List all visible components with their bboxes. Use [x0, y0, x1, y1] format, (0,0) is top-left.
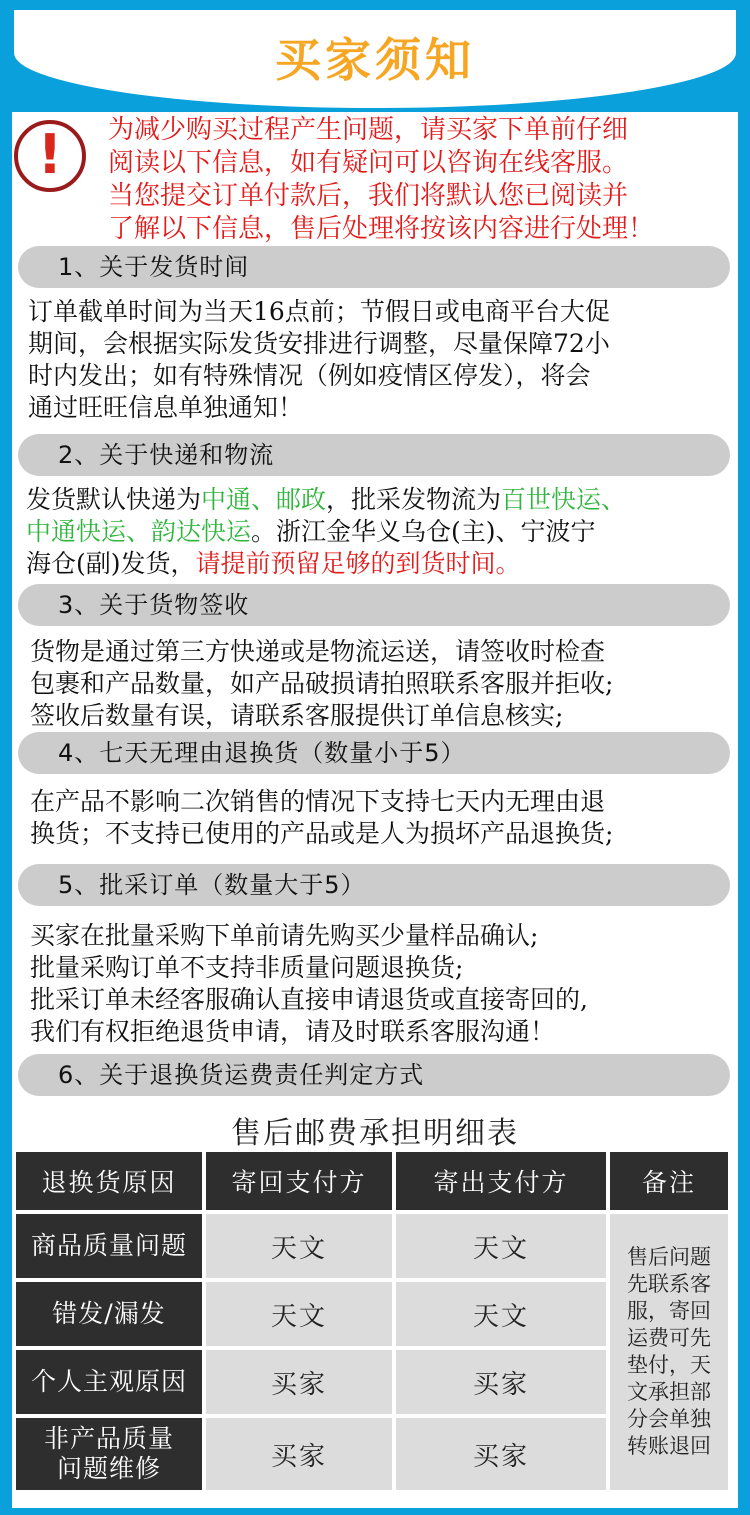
section-title: 2、关于快递和物流	[58, 441, 275, 469]
section-title: 3、关于货物签收	[58, 591, 250, 619]
notice-line: 阅读以下信息，如有疑问可以咨询在线客服。	[108, 148, 629, 178]
table-header-note: 备注	[610, 1152, 728, 1210]
section-title: 1、关于发货时间	[58, 253, 250, 281]
notice-text	[108, 114, 738, 246]
table-title: 售后邮费承担明细表	[231, 1116, 519, 1151]
body-line: 我们有权拒绝退货申请，请及时联系客服沟通！	[30, 1017, 556, 1046]
table-header-send-payer: 寄出支付方	[396, 1152, 606, 1210]
body-line: 在产品不影响二次销售的情况下支持七天内无理由退	[30, 787, 606, 816]
note-line: 运费可先	[627, 1326, 711, 1350]
body-line: 包裹和产品数量，如产品破损请拍照联系客服并拒收;	[30, 669, 614, 698]
body-line: 期间，会根据实际发货安排进行调整，尽量保障72小	[28, 329, 610, 358]
table-row-reason: 错发/漏发	[16, 1282, 202, 1346]
page-title: 买家须知	[275, 33, 475, 87]
section-header	[18, 584, 730, 626]
table-cell-return-payer: 天文	[206, 1214, 392, 1278]
section-header	[18, 1054, 730, 1096]
note-line: 先联系客	[627, 1272, 711, 1296]
body-line: 签收后数量有误，请联系客服提供订单信息核实;	[30, 701, 564, 730]
section-header	[18, 246, 730, 288]
body-line	[26, 484, 726, 516]
body-line: 换货；不支持已使用的产品或是人为损坏产品退换货;	[30, 819, 614, 848]
table-cell-send-payer: 天文	[396, 1282, 606, 1346]
logistics-highlight: 中通快运、韵达快运	[26, 517, 252, 546]
body-text: ，批采发物流为	[326, 485, 502, 514]
table-header-return-payer: 寄回支付方	[206, 1152, 392, 1210]
body-line: 通过旺旺信息单独通知！	[28, 393, 304, 422]
section-body	[30, 920, 730, 1048]
header-banner	[0, 0, 750, 118]
note-line: 转账退回	[627, 1434, 711, 1458]
courier-highlight: 中通、邮政	[201, 485, 327, 514]
section-body	[30, 636, 730, 732]
section-title: 6、关于退换货运费责任判定方式	[58, 1061, 425, 1089]
warning-icon	[14, 120, 86, 192]
exclamation-glyph: !	[37, 123, 63, 186]
reason-line: 问题维修	[56, 1454, 161, 1483]
table-cell-return-payer: 买家	[206, 1418, 392, 1490]
section-header	[18, 864, 730, 906]
body-line	[26, 516, 726, 548]
reason-line: 非产品质量	[43, 1424, 174, 1453]
section-header	[18, 732, 730, 774]
note-line: 服，寄回	[627, 1299, 711, 1323]
section-body	[28, 296, 728, 424]
note-line: 售后问题	[627, 1245, 711, 1269]
body-text: 发货默认快递为	[26, 485, 202, 514]
body-text: 海仓(副)发货，	[26, 549, 196, 578]
logistics-highlight: 百世快运、	[501, 485, 627, 514]
table-note-cell	[610, 1214, 728, 1490]
body-line: 买家在批量采购下单前请先购买少量样品确认;	[30, 921, 539, 950]
notice-line: 了解以下信息，售后处理将按该内容进行处理！	[108, 214, 655, 244]
section-title: 4、七天无理由退换货（数量小于5）	[58, 739, 466, 767]
body-line: 订单截单时间为当天16点前；节假日或电商平台大促	[28, 297, 610, 326]
table-cell-send-payer: 天文	[396, 1214, 606, 1278]
body-line: 时内发出；如有特殊情况（例如疫情区停发），将会	[28, 361, 591, 390]
section-title: 5、批采订单（数量大于5）	[58, 871, 366, 899]
table-cell-return-payer: 买家	[206, 1350, 392, 1414]
table-cell-return-payer: 天文	[206, 1282, 392, 1346]
table-row-reason: 个人主观原因	[16, 1350, 202, 1414]
table-row-reason	[16, 1418, 202, 1490]
body-line	[26, 548, 726, 580]
section-header	[18, 434, 730, 476]
note-line: 文承担部	[627, 1380, 711, 1404]
body-text: 。浙江金华义乌仓(主)、宁波宁	[251, 517, 596, 546]
table-cell-send-payer: 买家	[396, 1418, 606, 1490]
table-row-reason: 商品质量问题	[16, 1214, 202, 1278]
body-line: 批采订单未经客服确认直接申请退货或直接寄回的,	[30, 985, 588, 1014]
section-body	[30, 786, 730, 850]
warning-highlight: 请提前预留足够的到货时间。	[195, 549, 521, 578]
body-line: 批量采购订单不支持非质量问题退换货;	[30, 953, 464, 982]
body-line: 货物是通过第三方快递或是物流运送，请签收时检查	[30, 637, 606, 666]
table-header-reason: 退换货原因	[16, 1152, 202, 1210]
note-line: 垫付，天	[627, 1353, 711, 1377]
notice-line: 为减少购买过程产生问题，请买家下单前仔细	[108, 115, 629, 145]
note-line: 分会单独	[627, 1407, 711, 1431]
table-cell-send-payer: 买家	[396, 1350, 606, 1414]
section-body	[26, 484, 726, 580]
notice-line: 当您提交订单付款后，我们将默认您已阅读并	[108, 181, 629, 211]
